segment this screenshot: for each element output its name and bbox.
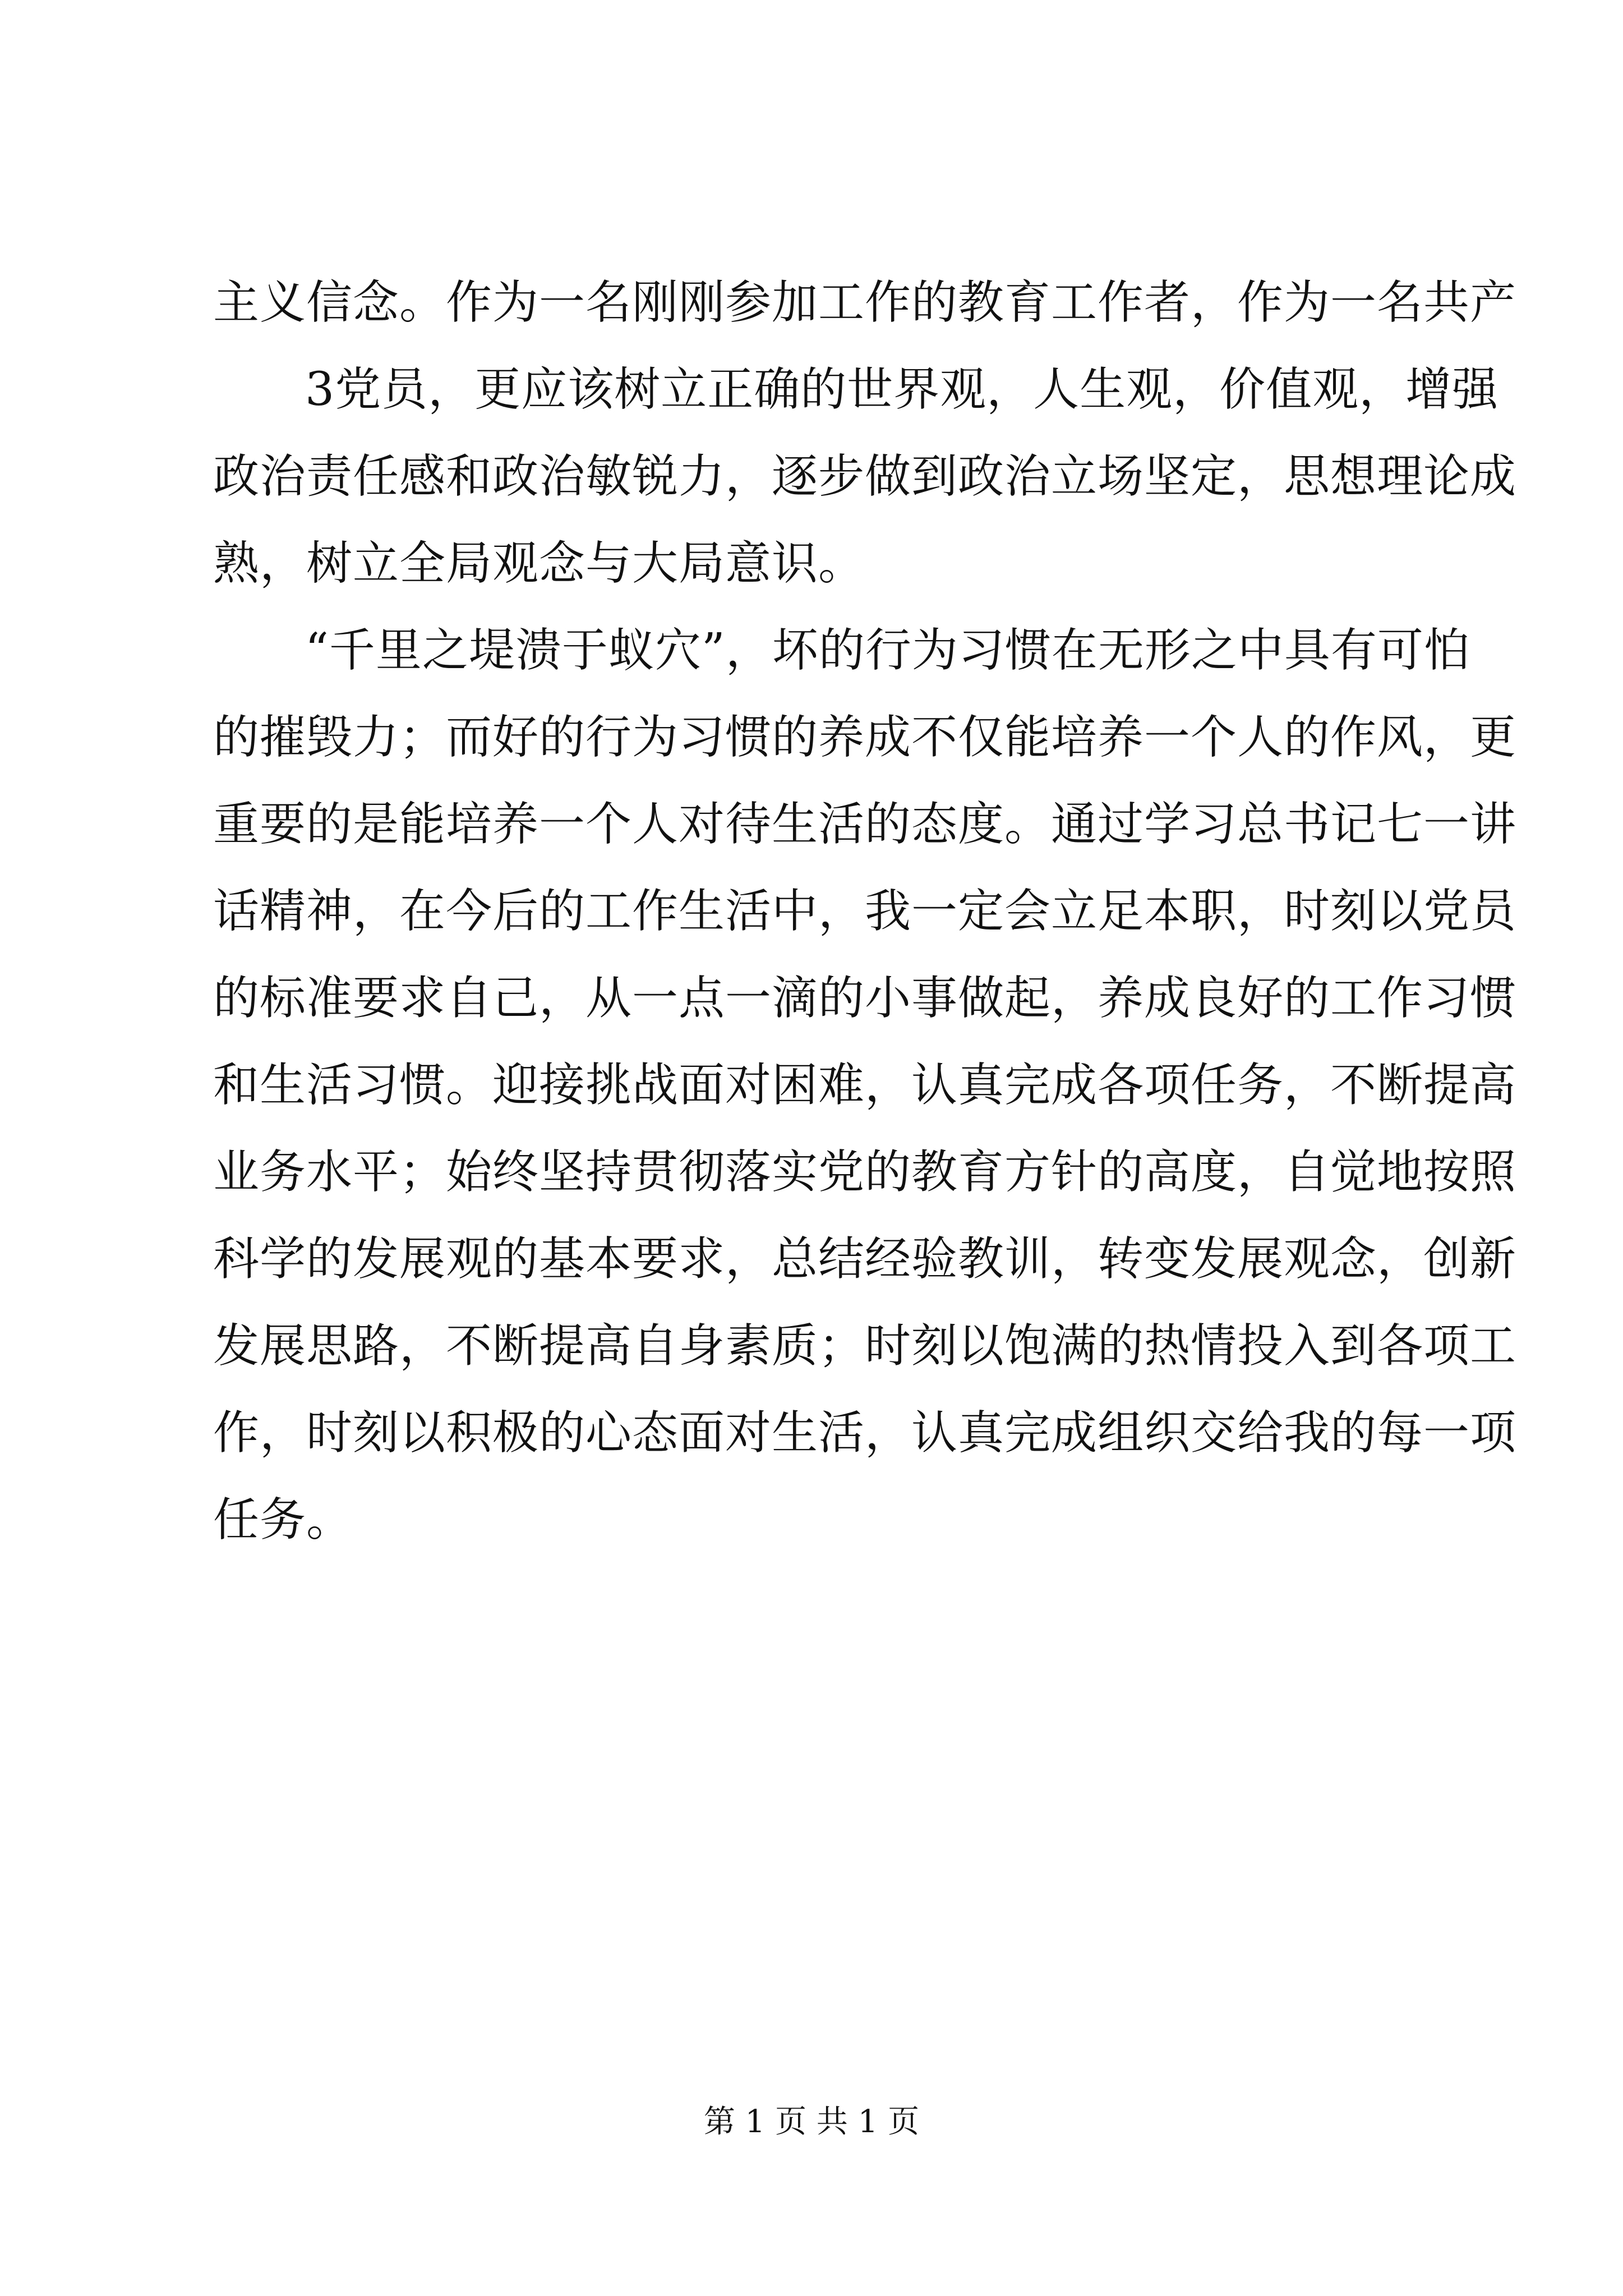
text-line-8: 话精神，在今后的工作生活中，我一定会立足本职，时刻以党员	[213, 885, 1517, 938]
page-footer: 第 1 页 共 1 页	[703, 2104, 920, 2140]
document-body	[213, 259, 1517, 1563]
text-line-5: “千里之堤溃于蚁穴”，坏的行为习惯在无形之中具有可怕	[305, 624, 1470, 677]
text-line-15: 任务。	[213, 1493, 353, 1547]
text-line-7: 重要的是能培养一个人对待生活的态度。通过学习总书记七一讲	[213, 798, 1517, 851]
text-line-12: 科学的发展观的基本要求，总结经验教训，转变发展观念，创新	[213, 1232, 1517, 1286]
text-line-13: 发展思路，不断提高自身素质；时刻以饱满的热情投入到各项工	[213, 1319, 1517, 1373]
text-line-10: 和生活习惯。迎接挑战面对困难，认真完成各项任务，不断提高	[213, 1059, 1517, 1112]
text-line-2: 3党员，更应该树立正确的世界观，人生观，价值观，增强	[305, 363, 1499, 416]
text-line-1: 主义信念。作为一名刚刚参加工作的教育工作者，作为一名共产	[213, 276, 1517, 329]
text-line-14: 作，时刻以积极的心态面对生活，认真完成组织交给我的每一项	[213, 1406, 1517, 1460]
text-line-4: 熟，树立全局观念与大局意识。	[213, 537, 865, 590]
text-line-3: 政治责任感和政治敏锐力，逐步做到政治立场坚定，思想理论成	[213, 450, 1517, 503]
text-line-6: 的摧毁力；而好的行为习惯的养成不仅能培养一个人的作风，更	[213, 711, 1517, 764]
text-line-9: 的标准要求自己，从一点一滴的小事做起，养成良好的工作习惯	[213, 972, 1517, 1025]
text-line-11: 业务水平；始终坚持贯彻落实党的教育方针的高度，自觉地按照	[213, 1145, 1517, 1199]
